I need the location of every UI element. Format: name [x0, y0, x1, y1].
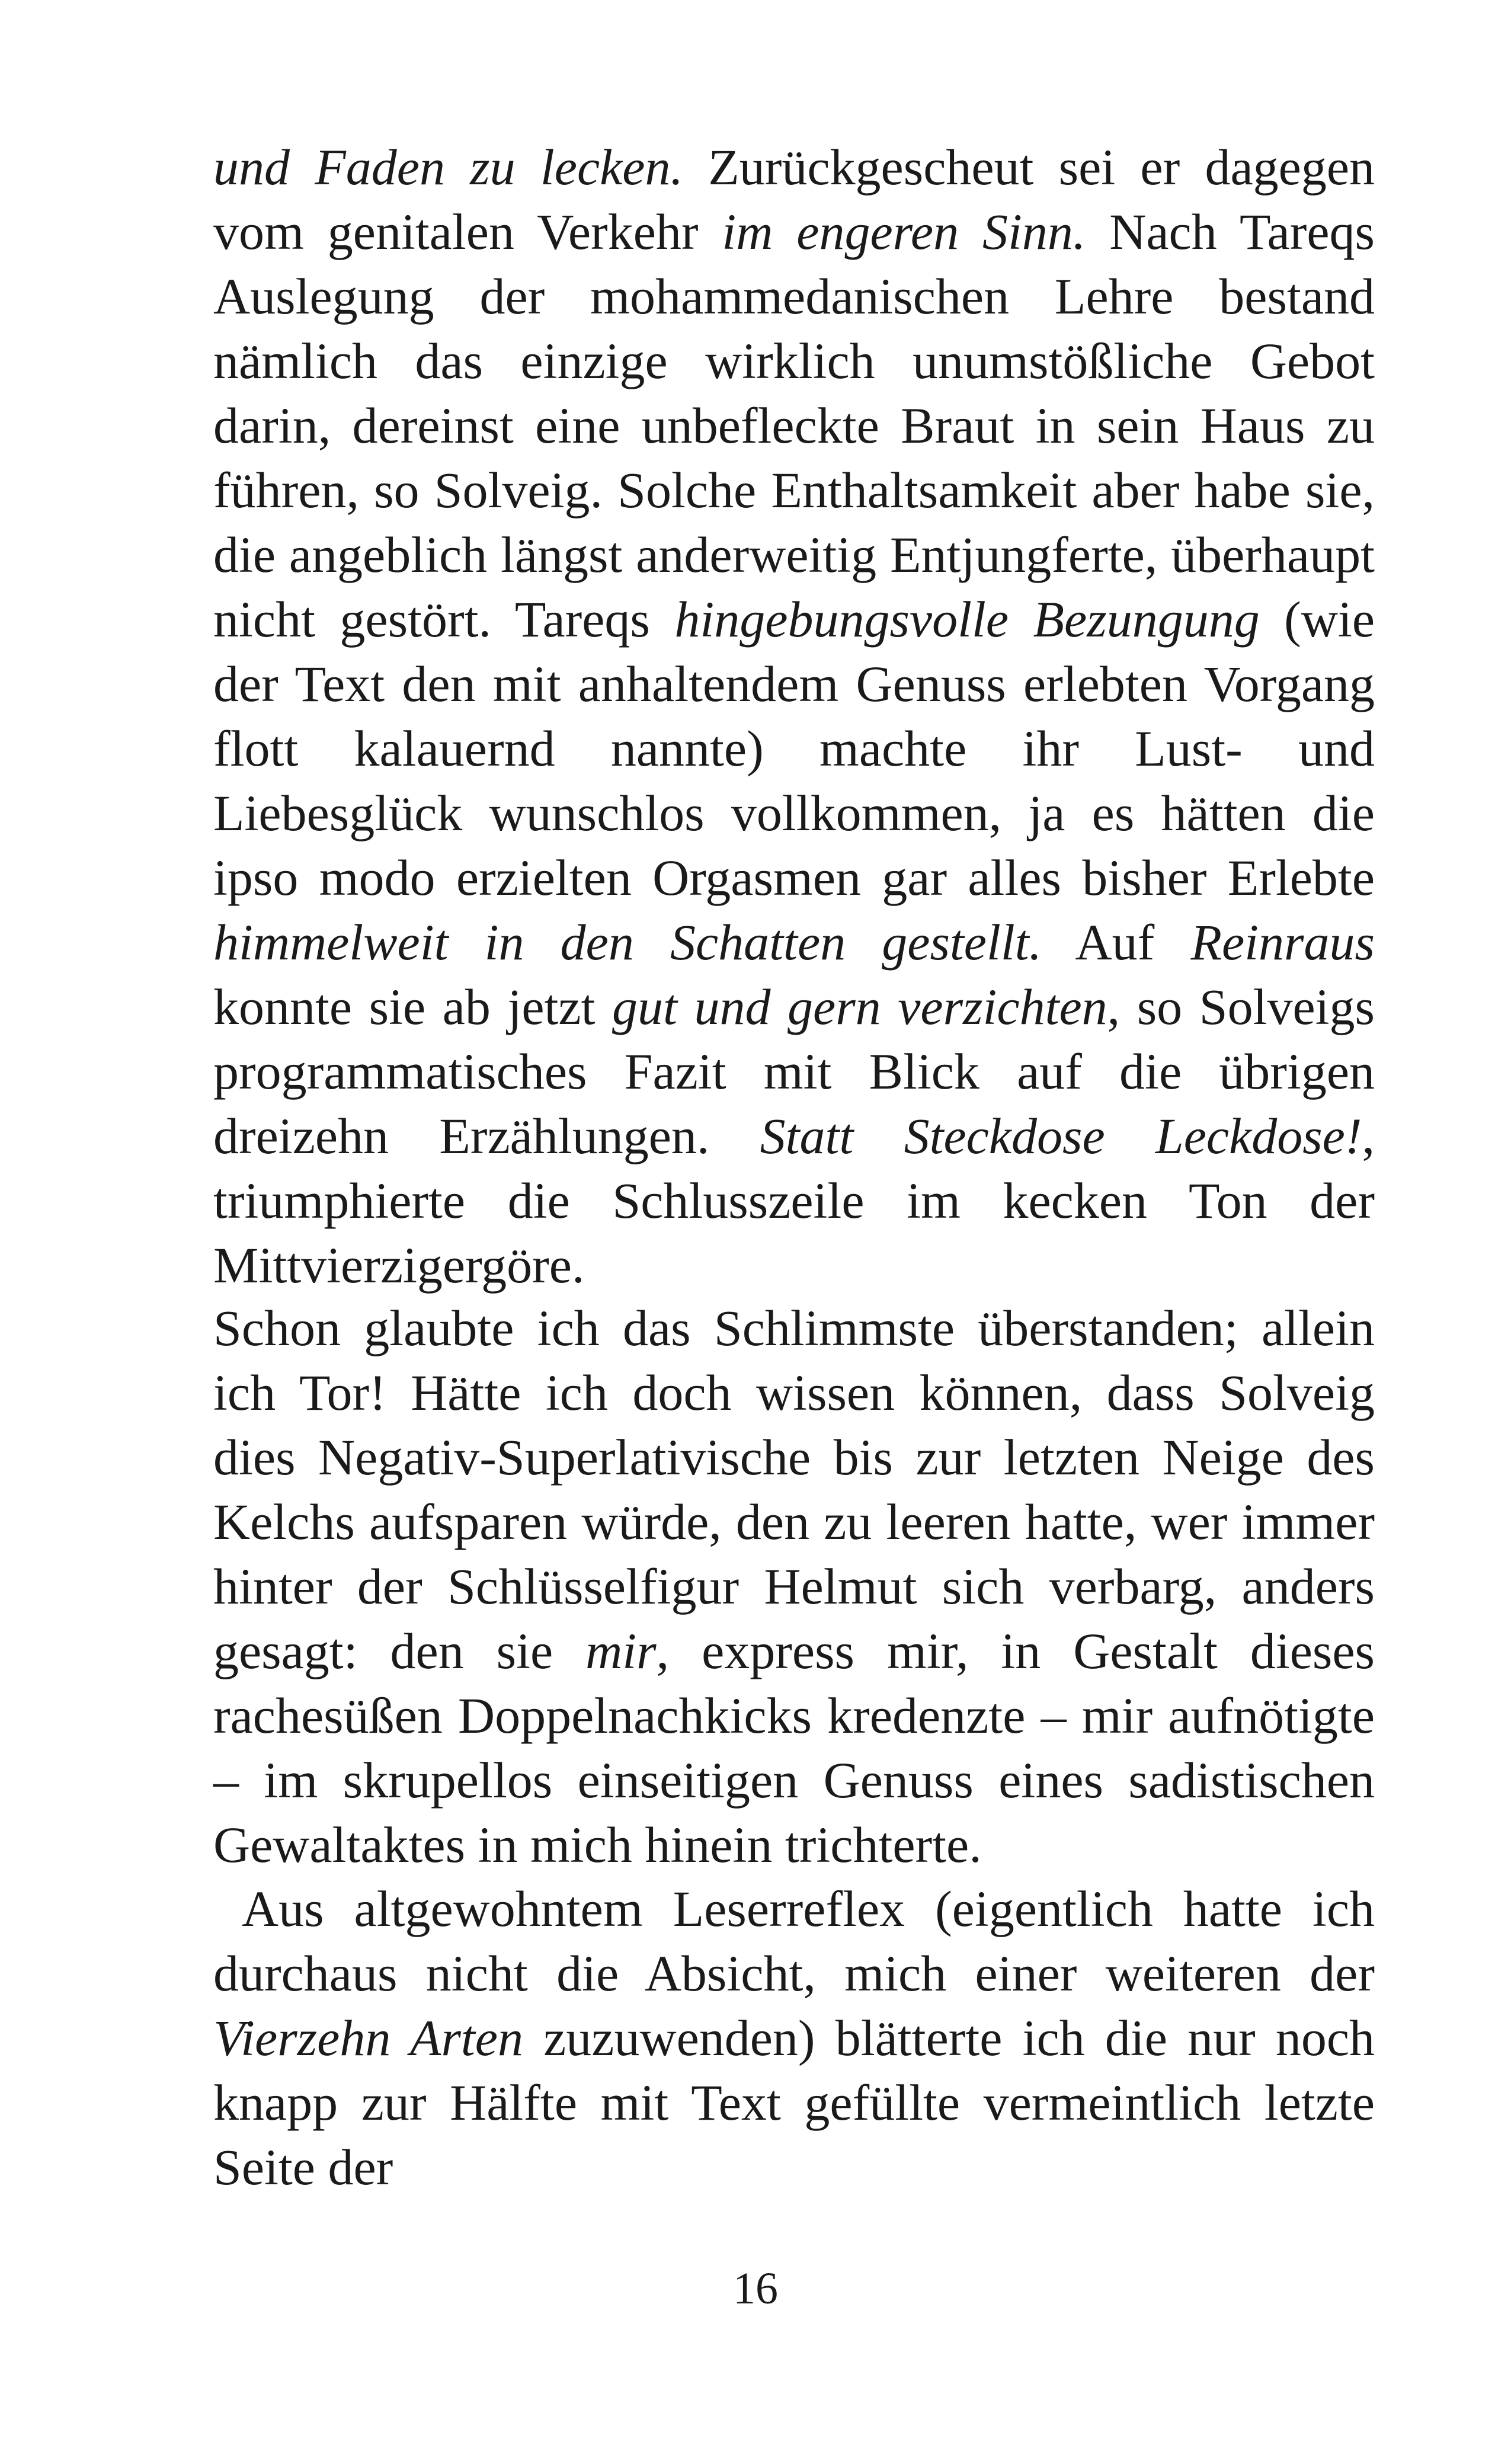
italic-phrase: und Faden zu lecken. [213, 139, 683, 196]
text-run: Aus altgewohntem Leserreflex (eigentlich hatte ich durchaus nicht die Absicht, mich einer weiteren der [213, 1880, 1375, 2002]
text-run: zuzuwenden) blätterte ich die nur noch knapp zur Hälfte mit Text gefüllte vermeintlich letzte Seite der [213, 2009, 1375, 2196]
italic-phrase: Vierzehn Arten [213, 2009, 523, 2066]
text-run: , triumphierte die Schlusszeile im kecken Ton der Mittvierzigergöre. [213, 1108, 1375, 1294]
italic-phrase: gut und gern verzichten [612, 978, 1107, 1035]
italic-phrase: mir [585, 1623, 657, 1679]
paragraph-3 [213, 1877, 1375, 2200]
italic-phrase: Reinraus [1190, 914, 1375, 971]
text-run: , so Solveigs programmatisches Fazit mit Blick auf die übrigen dreizehn Erzählungen. [213, 978, 1375, 1164]
paragraph-text [213, 135, 1375, 1298]
italic-phrase: im engeren Sinn. [722, 203, 1086, 260]
italic-phrase: hingebungsvolle Bezungung [674, 591, 1260, 648]
text-run: Schon glaubte ich das Schlimmste überstanden; allein ich Tor! Hätte ich doch wissen können, dass Solveig dies Negativ-Superlativische bis zur letzten Neige des Kelchs aufsparen würde, den zu leeren hatte, wer immer hinter der Schlüsselfigur Helmut sich verbarg, anders gesagt: den sie [213, 1300, 1375, 1679]
text-run: Auf [1042, 914, 1191, 971]
text-run: (wie der Text den mit anhaltendem Genuss erlebten Vorgang flott kalauernd nannte) machte ihr Lust- und Liebesglück wunschlos vollkommen, ja es hätten die ipso modo erzielten Orgasmen gar alles bisher Erlebte [213, 591, 1375, 906]
paragraph-1 [213, 135, 1375, 1298]
text-run: Zurückgescheut sei er dagegen vom genitalen Verkehr [213, 139, 1375, 260]
text-run: konnte sie ab jetzt [213, 978, 613, 1035]
italic-phrase: Statt Steckdose Leckdose! [760, 1108, 1362, 1164]
text-run: , express mir, in Gestalt dieses rachesüßen Doppelnachkicks kredenzte – mir aufnötigte – im skrupellos einseitigen Genuss eines sadistischen Gewaltaktes in mich hinein trichterte. [213, 1623, 1375, 1873]
text-run: Nach Tareqs Auslegung der mohammedanischen Lehre bestand nämlich das einzige wirklich unumstößliche Gebot darin, dereinst eine unbefleckte Braut in sein Haus zu führen, so Solveig. Solche Enthaltsamkeit aber habe sie, die angeblich längst anderweitig Entjungferte, überhaupt nicht gestört. Tareqs [213, 203, 1375, 648]
paragraph-text [213, 1296, 1375, 1877]
italic-phrase: himmelweit in den Schatten gestellt. [213, 914, 1042, 971]
paragraph-text [213, 1877, 1375, 2200]
paragraph-2 [213, 1296, 1375, 1877]
page-number: 16 [733, 2264, 778, 2313]
